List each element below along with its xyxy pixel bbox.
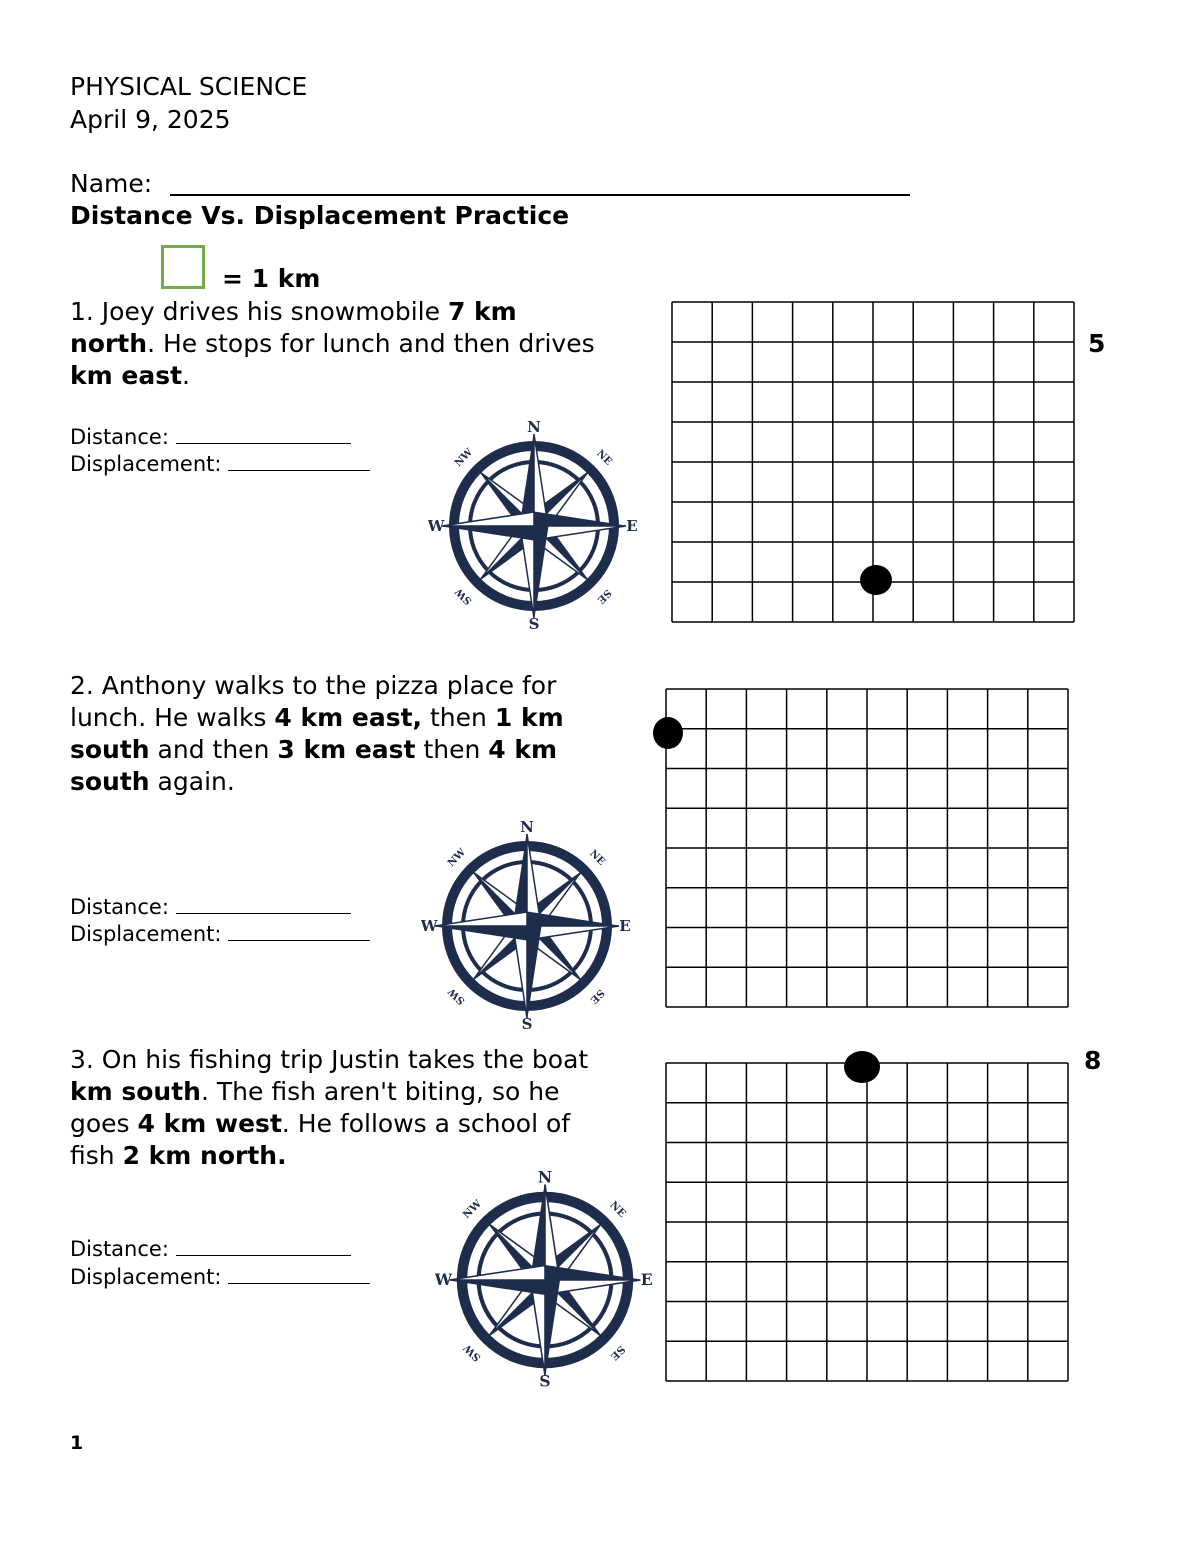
compass-label: NE — [587, 848, 607, 868]
question-1-displacement: Displacement: — [70, 453, 370, 475]
compass-label: SE — [594, 586, 614, 606]
compass-label: NE — [594, 448, 614, 468]
displacement-answer-blank[interactable] — [228, 1266, 370, 1284]
question-1-start-dot — [859, 564, 893, 596]
question-2-text: 2. Anthony walks to the pizza place for lunch. He walks 4 km east, then 1 km south and then 3 km east then 4 km south again. — [70, 671, 564, 796]
worksheet-title: Distance Vs. Displacement Practice — [70, 201, 570, 230]
compass-label: SE — [587, 986, 607, 1006]
compass-label: S — [528, 615, 540, 632]
displacement-answer-blank[interactable] — [228, 453, 370, 471]
question-2-start-dot — [652, 716, 684, 750]
compass-label: SW — [453, 585, 475, 607]
compass-label: E — [626, 517, 638, 535]
compass-label: N — [527, 420, 541, 436]
question-2-grid — [665, 688, 1069, 1008]
question-2-displacement: Displacement: — [70, 923, 370, 945]
question-3-start-dot — [843, 1050, 881, 1084]
distance-answer-blank[interactable] — [176, 896, 351, 914]
compass-label: E — [640, 1270, 653, 1290]
question-3-distance: Distance: — [70, 1238, 351, 1260]
compass-label: NE — [607, 1199, 629, 1220]
compass-label: NW — [445, 846, 469, 870]
distance-answer-blank[interactable] — [176, 1238, 351, 1256]
name-label: Name: — [70, 169, 153, 198]
question-3-text: 3. On his fishing trip Justin takes the boat km south. The fish aren't biting, so he goes 4 km west. He follows a school of fish 2 km north. — [70, 1045, 589, 1170]
distance-answer-blank[interactable] — [176, 426, 351, 444]
compass-label: W — [428, 517, 445, 535]
question-3-grid — [665, 1062, 1069, 1382]
compass-rose-2 — [421, 820, 633, 1032]
date-text: April 9, 2025 — [70, 105, 231, 134]
compass-label: N — [520, 820, 534, 836]
compass-label: SW — [461, 1341, 484, 1364]
compass-label: S — [521, 1015, 533, 1032]
compass-label: SW — [446, 985, 468, 1007]
subject-heading: PHYSICAL SCIENCE — [70, 72, 308, 101]
question-2-distance: Distance: — [70, 896, 351, 918]
question-1-distance: Distance: — [70, 426, 351, 448]
compass-label: SE — [607, 1342, 628, 1363]
displacement-answer-blank[interactable] — [228, 923, 370, 941]
grid-square-legend — [161, 245, 205, 289]
compass-rose-3 — [435, 1170, 655, 1390]
compass-label: NW — [452, 446, 476, 470]
compass-rose-1 — [428, 420, 640, 632]
compass-label: N — [537, 1170, 553, 1187]
question-3-displacement: Displacement: — [70, 1266, 370, 1288]
question-1-text: 1. Joey drives his snowmobile 7 km north. He stops for lunch and then drives km east. — [70, 297, 595, 390]
compass-label: E — [619, 917, 631, 935]
compass-label: W — [421, 917, 438, 935]
compass-label: NW — [460, 1197, 485, 1222]
compass-label: W — [435, 1270, 453, 1290]
name-field[interactable] — [170, 194, 910, 196]
question-1-missing-number: 5 — [1088, 329, 1106, 358]
compass-label: S — [539, 1371, 551, 1390]
question-3-missing-number: 8 — [1084, 1046, 1102, 1075]
page-number: 1 — [70, 1432, 84, 1454]
legend-scale-text: = 1 km — [222, 264, 321, 293]
